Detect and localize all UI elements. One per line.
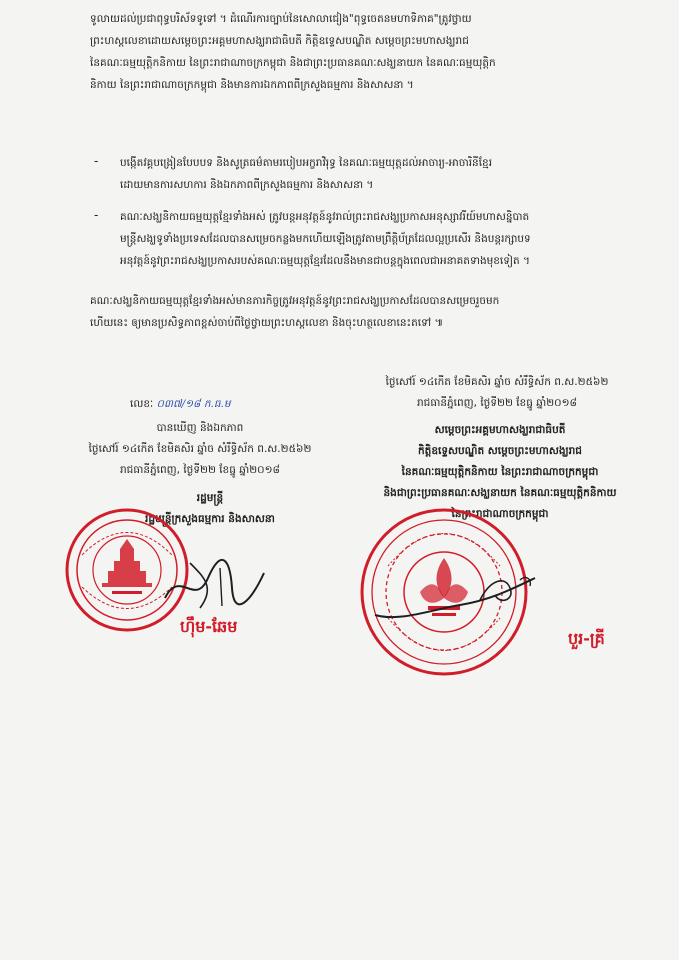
- ref-value: ០៣៧/១៨ ក.ធ.ម: [156, 398, 231, 410]
- intro-line: ទូលាយដល់ប្រជាពុទ្ធបរិស័ទទូទៅ ។ ដំណើរការច្បាប់នៃសោលាជៀង"ពុទ្ធចេតនមហាទិភាគ"ត្រូវថ្វាយ: [90, 13, 472, 25]
- left-date-solar: រាជធានីភ្នំពេញ, ថ្ងៃទី២២ ខែធ្នូ ឆ្នាំ២០១៨: [120, 464, 280, 476]
- bullet-line: គណៈសង្ឃនិកាយធម្មយុត្តខ្មែរទាំងអស់ ត្រូវបន្តអនុវត្តន៍នូវរាល់ព្រះរាជសង្ឃប្រកាសអនុស្សាវរីយ៍មហាសន្និបាត: [120, 211, 530, 223]
- bullet-line: អនុវត្តន៍នូវព្រះរាជសង្ឃប្រកាសរបស់គណៈធម្មយុត្តខ្មែរដែលនឹងមានជាបន្តក្នុងពេលជាអនាគតទាងមុខទៀត ។: [120, 255, 530, 267]
- intro-line: និកាយ នៃព្រះរាជាណាចក្រកម្ពុជា និងមានការឯកភាពពីក្រសួងធម្មការ និងសាសនា ។: [90, 79, 414, 91]
- closing-line: ហើយនេះ ឲ្យមានប្រសិទ្ធភាពខ្ពស់ចាប់ពីថ្ងៃថ្វាយព្រះហស្តលេខា និងចុះហត្ថលេខានេះតទៅ ៕: [90, 317, 444, 329]
- right-date-block: [352, 372, 642, 414]
- bullet-item: [120, 152, 650, 196]
- right-date-lunar: ថ្ងៃសៅរ៍ ១៤កើត ខែមិគសិរ ឆ្នាំច សំរឹទ្ធិស័ក ព.ស.២៥៦២: [385, 376, 609, 388]
- patriarch-signature-icon: [370, 560, 540, 630]
- closing-paragraph: [90, 290, 650, 334]
- bullet-line: បង្កើតវគ្គបង្រៀនបែបបទ និងសូត្រធម៌តាមរបៀបអក្ខរាវិរុទ្ធ នៃគណៈធម្មយុត្តដល់អាចារ្យ-អាចារិនីខ្មែរ: [120, 157, 493, 169]
- right-title-line: និងជាព្រះប្រធានគណៈសង្ឃនាយក នៃគណៈធម្មយុត្តិកនិកាយ: [383, 487, 617, 499]
- left-date-lunar: ថ្ងៃសៅរ៍ ១៤កើត ខែមិគសិរ ឆ្នាំច សំរឹទ្ធិស័ក ព.ស.២៥៦២: [88, 443, 312, 455]
- intro-line: ព្រះហស្តលេខាដោយសម្តេចព្រះអគ្គមហាសង្ឃរាជាធិបតី កិត្តិឧទ្ទេសបណ្ឌិត សម្តេចព្រះមហាសង្ឃរាជ: [90, 35, 469, 47]
- right-title-line: កិត្តិឧទ្ទេសបណ្ឌិត សម្តេចព្រះមហាសង្ឃរាជ: [418, 445, 582, 457]
- right-title-line: នៃគណៈធម្មយុត្តិកនិកាយ នៃព្រះរាជាណាចក្រកម្ពុជា: [401, 466, 599, 478]
- closing-line: គណៈសង្ឃនិកាយធម្មយុត្តខ្មែរទាំងអស់មានភារកិច្ចត្រូវអនុវត្តន៍នូវព្រះរាជសង្ឃប្រកាសដែលបានសម្រេចរួចមក: [90, 295, 500, 307]
- bullet-line: ដោយមានការសហការ និងឯកភាពពីក្រសួងធម្មការ និងសាសនា ។: [120, 179, 374, 191]
- left-title-line: រដ្ឋមន្ត្រីក្រសួងធម្មការ និងសាសនា: [145, 513, 275, 525]
- left-date-block: [60, 418, 340, 481]
- bullet-marker: -: [94, 154, 99, 168]
- right-date-solar: រាជធានីភ្នំពេញ, ថ្ងៃទី២២ ខែធ្នូ ឆ្នាំ២០១៨: [417, 397, 577, 409]
- left-title-line: រដ្ឋមន្ត្រី: [196, 492, 224, 504]
- intro-paragraph: [90, 8, 650, 96]
- intro-line: នៃគណៈធម្មយុត្តិកនិកាយ នៃព្រះរាជាណាចក្រកម្ពុជា និងជាព្រះប្រធានគណៈសង្ឃនាយក នៃគណៈធម្មយុត្តិក: [90, 57, 496, 69]
- bullet-item: [120, 206, 650, 272]
- right-title-line: នៃព្រះរាជាណាចក្រកម្ពុជា: [451, 508, 549, 520]
- right-title-line: សម្តេចព្រះអគ្គមហាសង្ឃរាជាធិបតី: [434, 424, 566, 436]
- bullet-marker: -: [94, 208, 99, 222]
- ref-label: លេខៈ: [130, 398, 154, 410]
- left-seen-label: បានឃើញ និងឯកភាព: [156, 422, 244, 434]
- reference-number: [130, 394, 231, 415]
- minister-signature-icon: [160, 548, 270, 618]
- patriarch-name: បួរ-គ្រី: [568, 629, 605, 648]
- minister-name: ហ៊ឹម-ឆែម: [180, 617, 238, 636]
- bullet-line: មន្ត្រីសង្ឃទូទាំងប្រទេសដែលបានសម្រេចកន្លងមកហើយឡើងត្រូវតាមព្រឹត្តិប័ត្រដែលល្អប្រសើរ និងបន្តរក្សាបទ: [120, 233, 531, 245]
